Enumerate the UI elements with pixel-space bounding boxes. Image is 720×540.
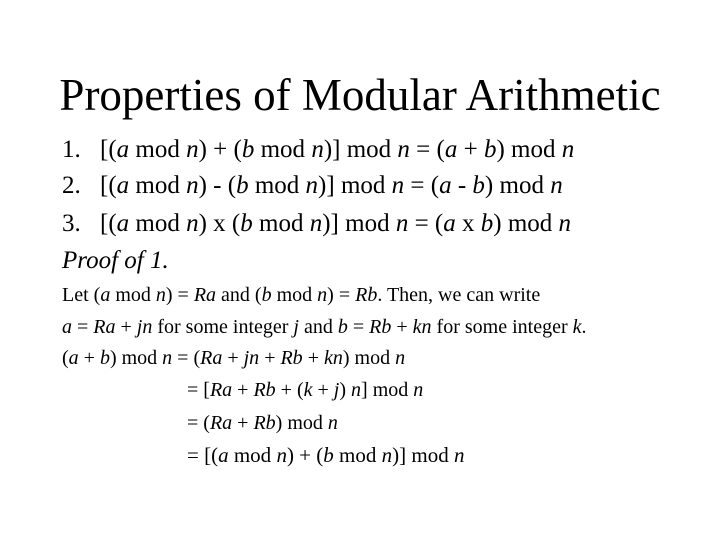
text-segment: ] mod (361, 379, 414, 401)
text-segment: )] mod (323, 136, 398, 163)
text-segment: = ( (187, 412, 210, 434)
text-segment: mod (110, 284, 156, 306)
text-segment: for some integer (431, 316, 573, 338)
text-segment: mod (271, 284, 318, 306)
text-segment: mod (254, 136, 312, 163)
text-segment: + ( (275, 379, 304, 401)
text-segment: = ( (172, 347, 201, 369)
text-segment: = (347, 316, 370, 338)
text-segment: ) + ( (286, 443, 324, 467)
text-segment: )] mod (392, 443, 454, 467)
text-segment: + (78, 347, 100, 369)
math-variable: n (351, 379, 362, 401)
text-segment: ) mod (484, 172, 551, 199)
math-variable: Ra (193, 284, 217, 306)
math-variable: a (218, 443, 229, 467)
math-variable: n (558, 210, 572, 237)
math-variable: b (483, 136, 497, 163)
text-segment: ) mod (496, 136, 562, 163)
math-variable: n (186, 136, 199, 163)
math-variable: kn (412, 316, 432, 338)
slide-title: Properties of Modular Arithmetic (59, 70, 661, 120)
math-variable: n (317, 284, 328, 306)
math-variable: Ra (200, 347, 223, 369)
math-variable: k (303, 379, 313, 401)
math-variable: n (561, 136, 575, 163)
math-variable: n (162, 347, 173, 369)
math-variable: jn (243, 347, 260, 369)
property-number: 2. (62, 172, 81, 199)
text-segment: mod (252, 210, 310, 237)
text-segment: = ( (409, 136, 445, 163)
math-variable: Ra (93, 316, 116, 338)
math-variable: n (311, 136, 324, 163)
math-variable: n (186, 172, 199, 199)
property-3 (62, 208, 571, 240)
property-text (100, 136, 574, 163)
math-variable: n (186, 210, 199, 237)
math-variable: j (333, 379, 340, 401)
math-variable: a (443, 210, 456, 237)
text-segment: and ( (216, 284, 262, 306)
text-segment: = ( (408, 210, 444, 237)
text-segment: - (451, 172, 473, 199)
text-segment: ) mod (275, 412, 328, 434)
proof-line-1 (62, 282, 540, 308)
math-variable: Rb (369, 316, 392, 338)
text-segment: x (455, 210, 481, 237)
property-1 (62, 134, 574, 166)
text-segment: ) (339, 379, 352, 401)
text-segment: ) + ( (198, 136, 242, 163)
proof-line-5 (187, 410, 338, 436)
text-segment: + (312, 379, 334, 401)
math-variable: n (391, 172, 405, 199)
math-variable: a (116, 172, 130, 199)
text-segment: mod (248, 172, 306, 199)
property-text (100, 210, 571, 237)
math-variable: a (116, 136, 130, 163)
math-variable: n (155, 284, 166, 306)
proof-line-3 (62, 345, 405, 371)
math-variable: b (261, 284, 272, 306)
math-variable: b (99, 347, 110, 369)
text-segment: + (232, 412, 254, 434)
math-variable: a (444, 136, 458, 163)
property-number: 3. (62, 210, 81, 237)
text-segment: [( (100, 172, 117, 199)
math-variable: b (337, 316, 348, 338)
math-variable: n (453, 443, 465, 467)
text-segment: + (115, 316, 137, 338)
text-segment: . Then, we can write (377, 284, 541, 306)
text-segment: . (581, 316, 587, 338)
text-segment: ) mod (109, 347, 163, 369)
math-variable: n (397, 136, 410, 163)
math-variable: a (116, 210, 130, 237)
math-variable: Ra (209, 379, 233, 401)
math-variable: Rb (280, 347, 303, 369)
text-segment: = [ (187, 379, 210, 401)
text-segment: = (72, 316, 94, 338)
property-number: 1. (62, 136, 81, 163)
math-variable: Ra (209, 412, 233, 434)
text-segment: + (302, 347, 324, 369)
math-variable: n (395, 347, 406, 369)
math-variable: k (572, 316, 582, 338)
text-segment: )] mod (322, 210, 396, 237)
text-segment: mod (129, 136, 187, 163)
math-variable: Rb (253, 379, 276, 401)
math-variable: a (62, 316, 72, 338)
math-variable: b (240, 210, 253, 237)
math-variable: b (236, 172, 249, 199)
math-variable: n (381, 443, 393, 467)
text-segment: + (232, 379, 254, 401)
math-variable: n (327, 412, 338, 434)
text-segment: ) mod (342, 347, 396, 369)
text-segment: = ( (404, 172, 440, 199)
proof-heading: Proof of 1. (62, 247, 169, 274)
text-segment: )] mod (318, 172, 392, 199)
text-segment: ) = (327, 284, 356, 306)
text-segment: + (259, 347, 281, 369)
text-segment: ) = (165, 284, 194, 306)
math-variable: b (241, 136, 255, 163)
proof-line-2 (62, 314, 587, 340)
text-segment: + (222, 347, 244, 369)
text-segment: Let ( (62, 284, 101, 306)
text-segment: [( (100, 210, 117, 237)
text-segment: ) x ( (198, 210, 241, 237)
math-variable: b (480, 210, 494, 237)
text-segment: and (298, 316, 338, 338)
proof-line-6 (187, 442, 464, 468)
math-variable: a (100, 284, 111, 306)
text-segment: [( (100, 136, 117, 163)
math-variable: n (276, 443, 287, 467)
text-segment: mod (228, 443, 277, 467)
math-variable: b (472, 172, 485, 199)
math-variable: j (293, 316, 299, 338)
property-2 (62, 170, 563, 202)
text-segment: for some integer (152, 316, 294, 338)
math-variable: n (309, 210, 323, 237)
math-variable: n (395, 210, 409, 237)
math-variable: Rb (355, 284, 378, 306)
math-variable: n (550, 172, 563, 199)
text-segment: = [( (187, 443, 219, 467)
math-variable: n (305, 172, 319, 199)
text-segment: mod (129, 210, 187, 237)
text-segment: ) - ( (198, 172, 237, 199)
proof-line-4 (187, 377, 423, 403)
text-segment: + (457, 136, 484, 163)
math-variable: b (323, 443, 334, 467)
text-segment: + (391, 316, 413, 338)
text-segment: mod (129, 172, 187, 199)
math-variable: a (68, 347, 79, 369)
text-segment: mod (333, 443, 382, 467)
text-segment: ) mod (493, 210, 559, 237)
math-variable: kn (323, 347, 343, 369)
property-text (100, 172, 563, 199)
math-variable: Rb (253, 412, 276, 434)
math-variable: n (413, 379, 424, 401)
text-segment: ( (62, 347, 69, 369)
math-variable: a (439, 172, 452, 199)
math-variable: jn (136, 316, 153, 338)
